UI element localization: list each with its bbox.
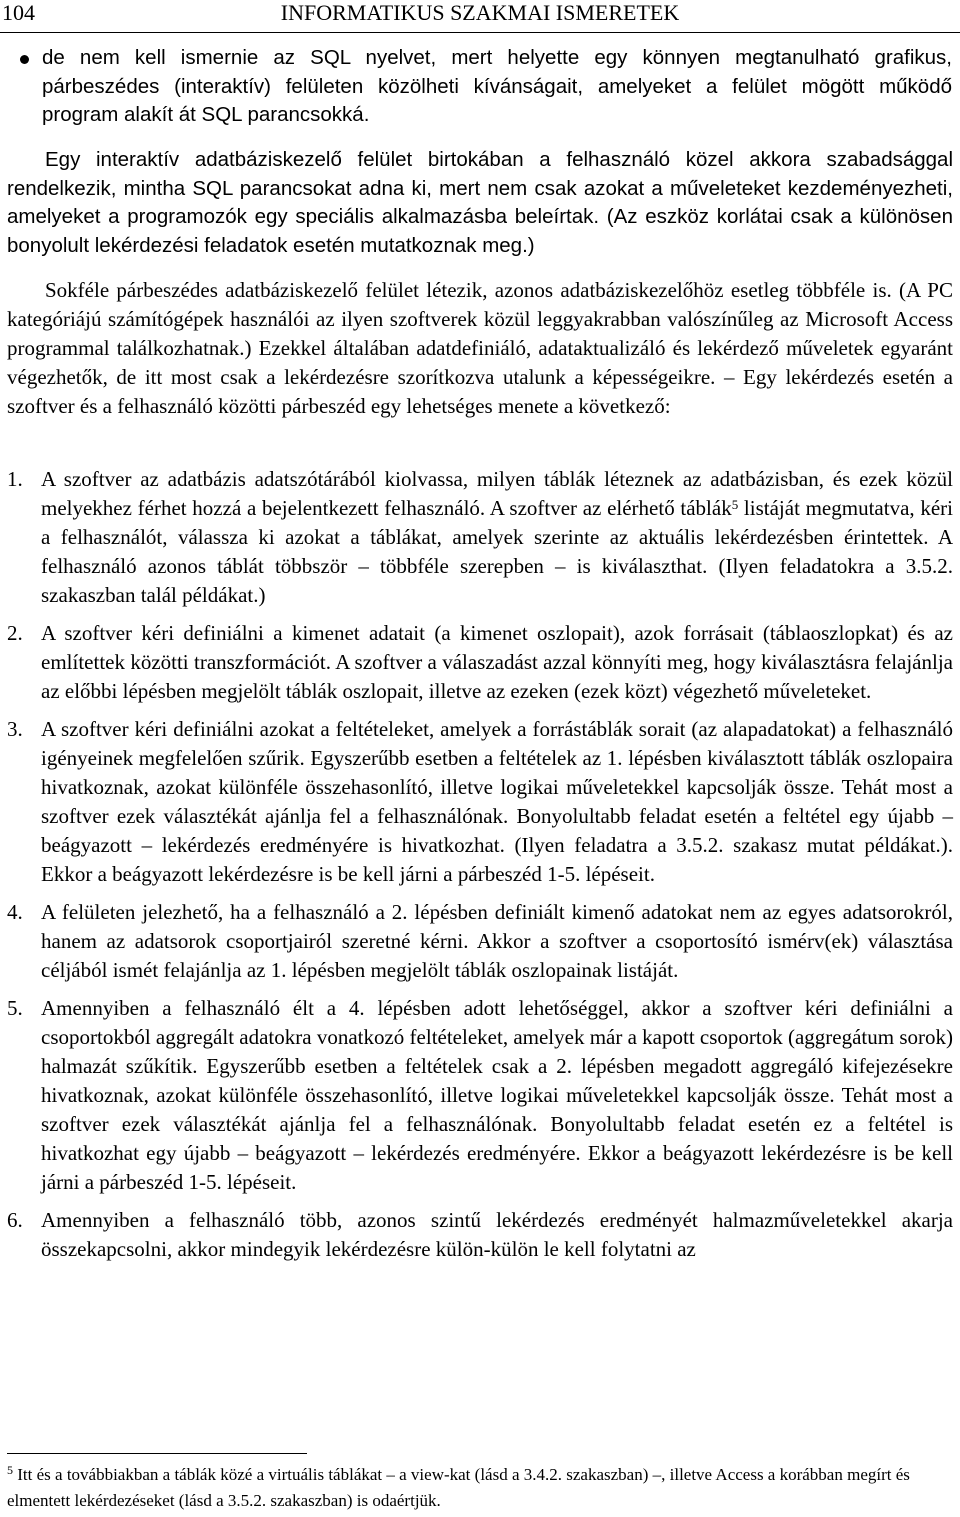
footnote — [7, 1462, 953, 1514]
footnote-ref: 5 — [731, 497, 739, 512]
step-number: 3. — [7, 717, 23, 741]
list-item — [7, 1206, 953, 1264]
list-item — [7, 619, 953, 706]
step-number: 2. — [7, 621, 23, 645]
step-text: A szoftver kéri definiálni a kimenet adatait (a kimenet oszlopait), azok forrásait (táblaoszlopkat) és az említettek közötti transzformációt. A szoftver a válaszadást azzal könnyíti meg, hogy kiválasztásra felajánlja az előbbi lépésben megjelölt táblák oszlopait, illetve az ezeken (ezek közt) végezhető műveleteket. — [41, 621, 953, 703]
step-text: A szoftver kéri definiálni azokat a feltételeket, amelyek a forrástáblák sorait (az alapadatokat) a felhasználó igényeinek megfelelően szűrik. Egyszerűbb esetben a feltételek az 1. lépésben kiválasztott táblák oszlopaira hivatkoznak, azokat különféle összehasonlító, illetve logikai műveletekkel kapcsolják össze. Tehát most a szoftver ezek választékát ajánlja fel a felhasználónak. Bonyolultabb feladat esetén a feltétel egy újabb – beágyazott – lekérdezés eredményére is hivatkozhat. (Ilyen feladatra a 3.5.2. szakasz mutat példákat.). Ekkor a beágyazott lekérdezésre is be kell járni a párbeszéd 1-5. lépéseit. — [41, 717, 953, 886]
bullet-icon — [20, 55, 29, 64]
paragraph-dialog-interfaces: Sokféle párbeszédes adatbáziskezelő felület létezik, azonos adatbáziskezelőhöz esetleg többféle is. (A PC kategóriájú számítógépek használói az ilyen szoftverek közül leggyakrabban valószínűleg az Microsoft Access programmal találkozhatnak.) Ezekkel általában adatdefiniáló, adataktualizáló és lekérdező műveletek egyaránt végezhetők, de itt most csak a lekérdezésre szorítkozva utalunk a képességeikre. – Egy lekérdezés esetén a szoftver és a felhasználó közötti párbeszéd egy lehetséges menete a következő: — [7, 278, 953, 418]
list-item — [7, 715, 953, 889]
step-number: 1. — [7, 467, 23, 491]
step-number: 6. — [7, 1208, 23, 1232]
bullet-item — [42, 44, 952, 130]
footnote-marker: 5 — [7, 1463, 13, 1477]
footnote-divider — [7, 1453, 307, 1454]
step-text: A felületen jelezhető, ha a felhasználó a 2. lépésben definiált kimenő adatokat nem az egyes adatsorokról, hanem az adatsorok csoportjairól szeretné kérni. Akkor a szoftver a csoportosító ismérv(ek) választása céljából ismét felajánlja az 1. lépésben megjelölt táblák oszlopainak listáját. — [41, 900, 953, 982]
step-text: Amennyiben a felhasználó élt a 4. lépésben adott lehetőséggel, akkor a szoftver kéri definiálni a csoportokból aggregált adatokra vonatkozó feltételeket, amelyek már a kapott csoportok (aggregátum sorok) halmazát szűkítik. Egyszerűbb esetben a feltételek csak a 2. lépésben megadott aggregáló kifejezésekre hivatkoznak, azokat különféle összehasonlító, illetve logikai műveletekkel kapcsolják össze. Tehát most a szoftver ezek választékát ajánlja fel a felhasználónak. Bonyolultabb feladat esetén ez a feltétel is hivatkozhat egy újabb – beágyazott – lekérdezés eredményére. Ekkor a beágyazott lekérdezésre is be kell járni a párbeszéd 1-5. lépéseit. — [41, 996, 954, 1194]
page-number: 104 — [2, 0, 35, 25]
step-number: 5. — [7, 996, 23, 1020]
footnote-text: Itt és a továbbiakban a táblák közé a virtuális táblákat – a view-kat (lásd a 3.4.2. szakaszban) –, illetve Access a korábban megírt és elmentett lekérdezéseket (lásd a 3.5.2. szakaszban) is odaértjük. — [7, 1465, 910, 1510]
running-header — [0, 0, 960, 33]
step-text: A szoftver az adatbázis adatszótárából kiolvassa, milyen táblák léteznek az adatbázisban, és ezek közül melyekhez férhet hozzá a bejelentkezett felhasználó. A szoftver az elérhető táblák$^5$ listáját megmutatva, kéri a felhasználót, válassza ki azokat a táblákat, amelyek szerinte az aktuális lekérdezésben érintettek. A felhasználó azonos táblát többször – többféle szerepben – is kiválaszthat. (Ilyen feladatokra a 3.5.2. szakaszban talál példákat.) — [41, 467, 953, 607]
dialog-steps-list — [7, 465, 953, 1264]
paragraph-interactive-interface: Egy interaktív adatbáziskezelő felület birtokában a felhasználó közel akkora szabadsággal rendelkezik, mintha SQL parancsokat adna ki, mert nem csak azokat a műveleteket kezdeményezheti, amelyeket a programozók egy speciális alkalmazásba beleírtak. (Az eszköz korlátai csak a különösen bonyolult lekérdezési feladatok esetén mutatkoznak meg.) — [7, 148, 953, 257]
step-text: Amennyiben a felhasználó több, azonos szintű lekérdezés eredményét halmazműveletekkel akarja összekapcsolni, akkor mindegyik lekérdezésre külön-külön le kell folytatni az — [41, 1208, 953, 1261]
bullet-text: de nem kell ismernie az SQL nyelvet, mert helyette egy könnyen megtanulható grafikus, párbeszédes (interaktív) felületen közölheti kívánságait, amelyeket a felület mögött működő program alakít át SQL parancsokká. — [42, 46, 952, 126]
step-number: 4. — [7, 900, 23, 924]
list-item — [7, 898, 953, 985]
list-item — [7, 994, 953, 1197]
header-title: INFORMATIKUS SZAKMAI ISMERETEK — [280, 0, 680, 25]
list-item — [7, 465, 953, 610]
